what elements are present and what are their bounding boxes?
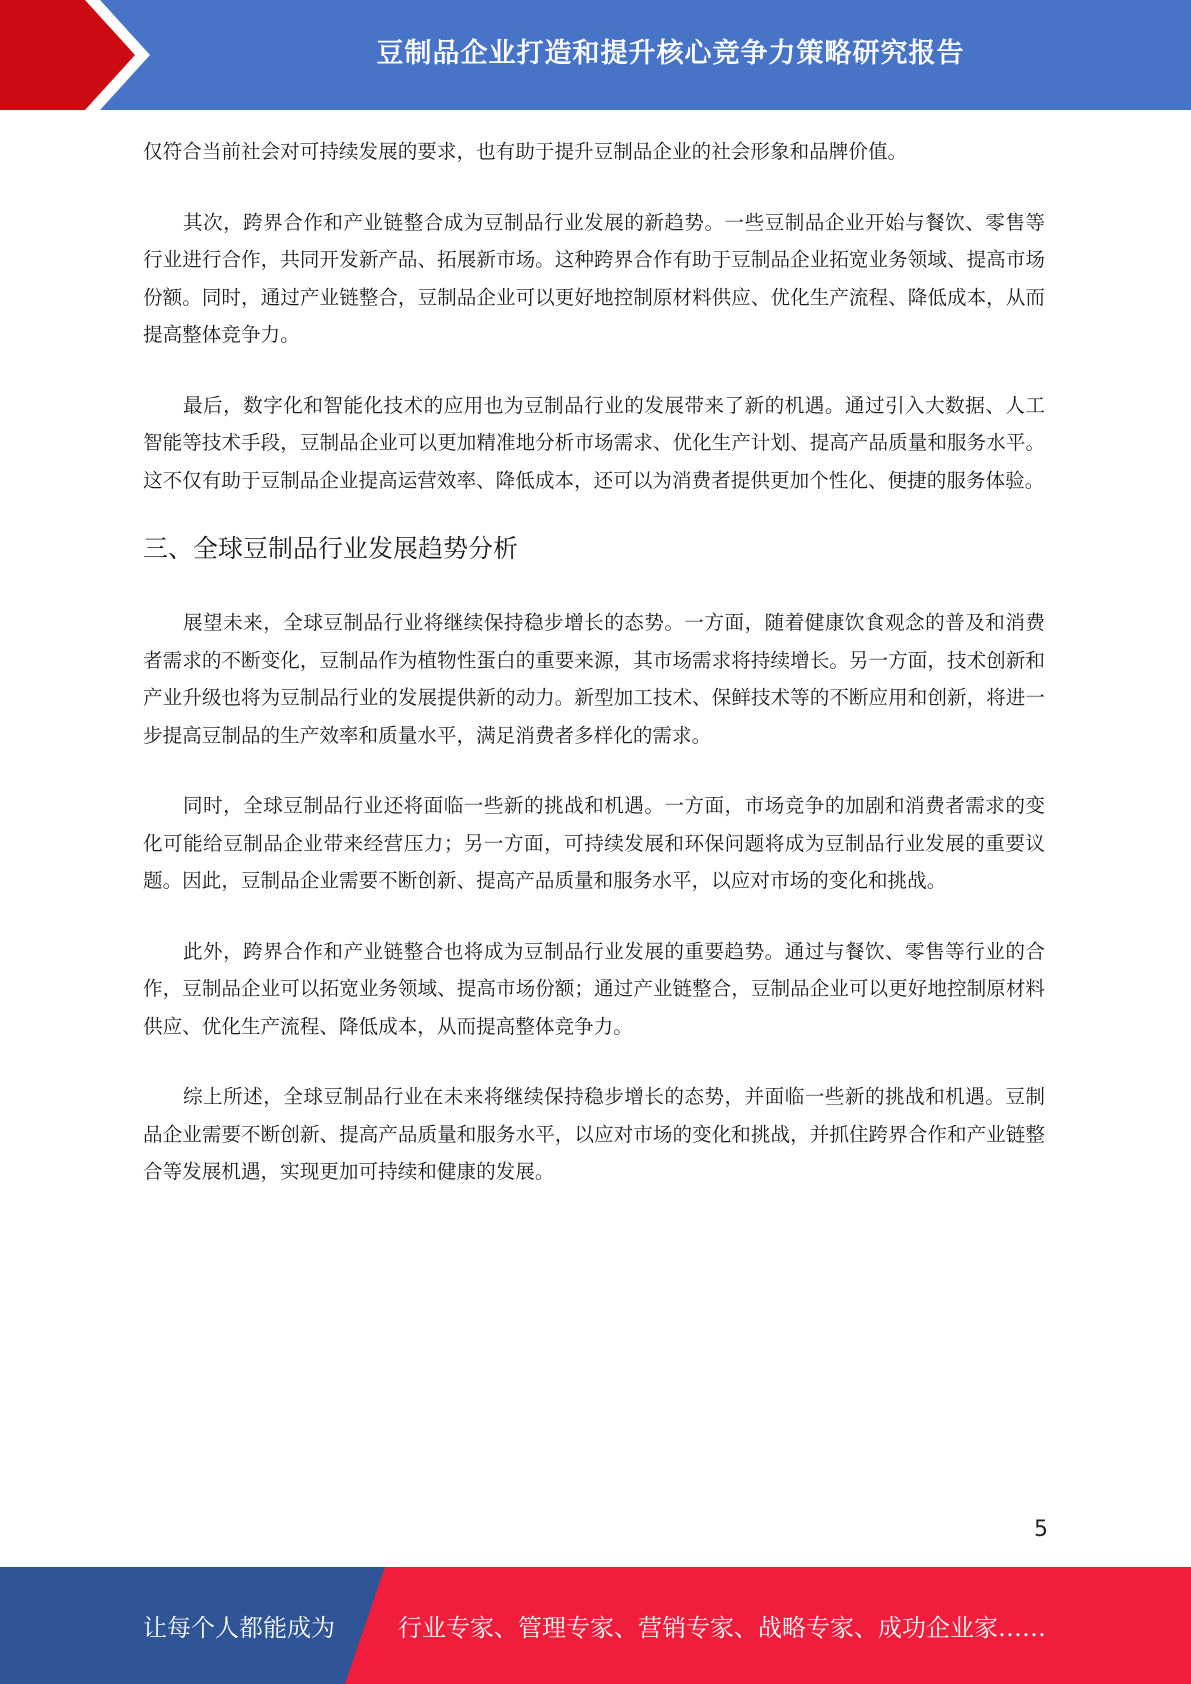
report-title: 豆制品企业打造和提升核心竞争力策略研究报告 xyxy=(376,37,965,69)
paragraph-summary: 综上所述，全球豆制品行业在未来将继续保持稳步增长的态势，并面临一些新的挑战和机遇。豆制品企业需要不断创新、提高产品质量和服务水平，以应对市场的变化和挑战，并抓住跨界合作和产业链整合等发展机遇，实现更加可持续和健康的发展。 xyxy=(143,1085,1045,1183)
paragraph-digitalization: 最后，数字化和智能化技术的应用也为豆制品行业的发展带来了新的机遇。通过引入大数据、人工智能等技术手段，豆制品企业可以更加精准地分析市场需求、优化生产计划、提高产品质量和服务水平。这不仅有助于豆制品企业提高运营效率、降低成本，还可以为消费者提供更加个性化、便捷的服务体验。 xyxy=(143,393,1045,492)
section-heading: 三、全球豆制品行业发展趋势分析 xyxy=(143,534,519,563)
paragraph-outlook: 展望未来，全球豆制品行业将继续保持稳步增长的态势。一方面，随着健康饮食观念的普及和消费者需求的不断变化，豆制品作为植物性蛋白的重要来源，其市场需求将持续增长。另一方面，技术创新和产业升级也将为豆制品行业的发展提供新的动力。新型加工技术、保鲜技术等的不断应用和创新，将进一步提高豆制品的生产效率和质量水平，满足消费者多样化的需求。 xyxy=(143,611,1045,747)
page-number: 5 xyxy=(1034,1517,1048,1542)
footer-slogan-right: 行业专家、管理专家、营销专家、战略专家、成功企业家…… xyxy=(398,1614,1046,1642)
page-body xyxy=(143,133,1045,1224)
footer-slogan-left: 让每个人都能成为 xyxy=(143,1614,335,1642)
paragraph-integration: 此外，跨界合作和产业链整合也将成为豆制品行业发展的重要趋势。通过与餐饮、零售等行业的合作，豆制品企业可以拓宽业务领域、提高市场份额；通过产业链整合，豆制品企业可以更好地控制原材料供应、优化生产流程、降低成本，从而提高整体竞争力。 xyxy=(143,939,1045,1038)
header-chevron-icon xyxy=(0,0,160,110)
paragraph-continuation: 仅符合当前社会对可持续发展的要求，也有助于提升豆制品企业的社会形象和品牌价值。 xyxy=(143,140,908,163)
paragraph-cross-industry: 其次，跨界合作和产业链整合成为豆制品行业发展的新趋势。一些豆制品企业开始与餐饮、零售等行业进行合作，共同开发新产品、拓展新市场。这种跨界合作有助于豆制品企业拓宽业务领域、提高市场份额。同时，通过产业链整合，豆制品企业可以更好地控制原材料供应、优化生产流程、降低成本，从而提高整体竞争力。 xyxy=(143,210,1045,346)
paragraph-challenges: 同时，全球豆制品行业还将面临一些新的挑战和机遇。一方面，市场竞争的加剧和消费者需求的变化可能给豆制品企业带来经营压力；另一方面，可持续发展和环保问题将成为豆制品行业发展的重要议题。因此，豆制品企业需要不断创新、提高产品质量和服务水平，以应对市场的变化和挑战。 xyxy=(143,794,1045,892)
page-footer xyxy=(0,1567,1191,1684)
page-header xyxy=(0,0,1191,110)
